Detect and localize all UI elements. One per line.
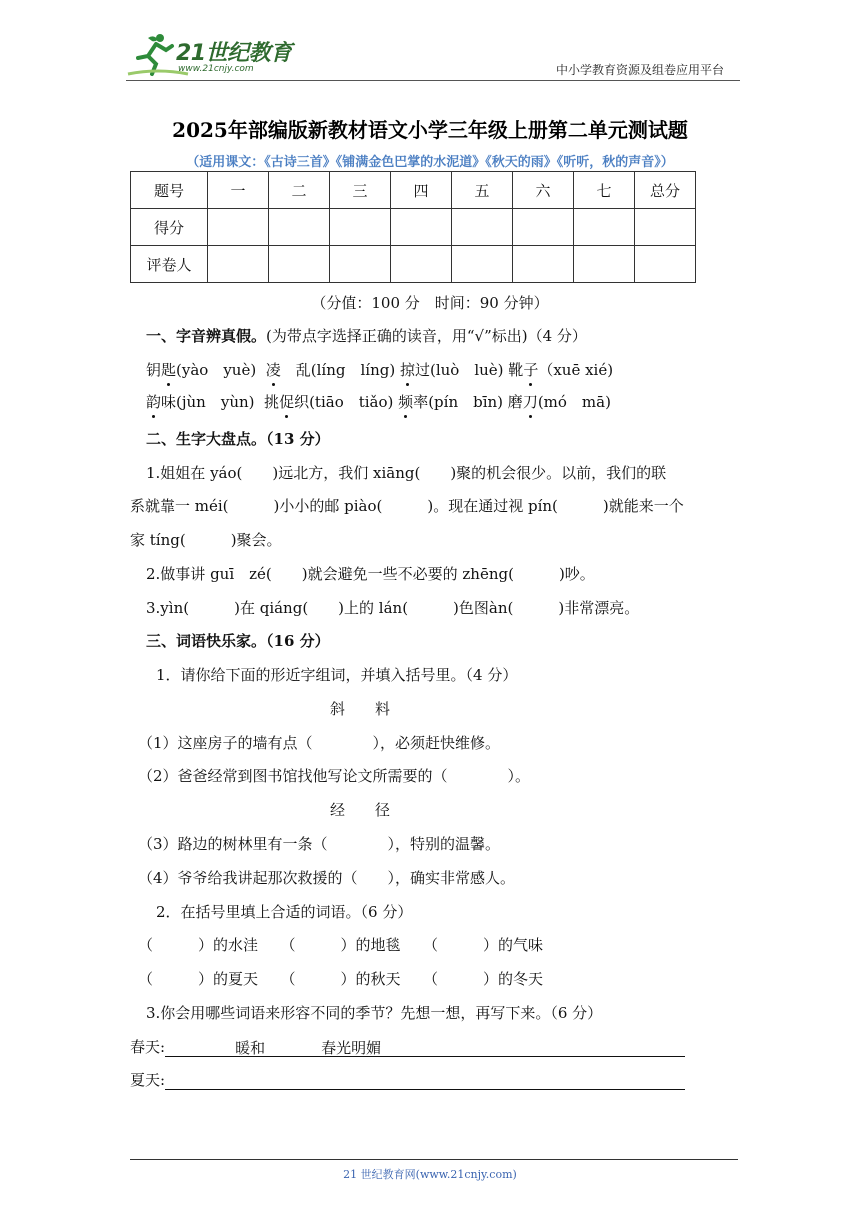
pinyin-options[interactable]: 味(jùn yùn) [161,393,255,411]
table-row [131,246,696,283]
score-cell[interactable] [635,209,696,246]
table-header-cell: 六 [513,172,574,209]
dotted-char: 促 [279,393,295,411]
pinyin-options[interactable]: 过(luò luè) [414,361,504,379]
question-line: 2.做事讲 guī zé( )就会避免一些不必要的 zhēng( )吵。 [146,565,595,583]
grader-cell[interactable] [452,246,513,283]
page-subtitle: （适用课文：《古诗三首》《铺满金色巴掌的水泥道》《秋天的雨》《听听，秋的声音》） [186,155,674,170]
dotted-char: 韵 [146,393,162,411]
pinyin-options[interactable]: （xuē xié) [538,361,614,379]
table-header-cell: 二 [269,172,330,209]
pinyin-options[interactable]: (mó mā) [537,393,611,411]
table-header-cell: 一 [208,172,269,209]
exam-info: （分值：100 分 时间：90 分钟） [311,294,549,312]
grader-cell[interactable] [330,246,391,283]
answer-word: 暖和 [235,1039,266,1057]
pinyin-options[interactable]: 织(tiāo tiǎo) [294,393,394,411]
spring-answer-field[interactable] [165,1038,685,1057]
answer-word: 春光明媚 [321,1039,382,1057]
subquestion-heading: 3.你会用哪些词语来形容不同的季节？先想一想，再写下来。（6 分） [146,1004,603,1022]
table-row [131,209,696,246]
fill-row: （ ）的水洼 （ ）的地毯 （ ）的气味 [138,936,544,954]
logo-text: 21世纪教育 [176,41,292,66]
dotted-char: 频 [398,393,414,411]
section1-heading [146,326,587,346]
score-table [130,171,696,283]
grader-cell[interactable] [513,246,574,283]
sentence-line: （3）路边的树林里有一条（ ），特别的温馨。 [138,835,501,853]
section3-heading: 三、词语快乐家。（16 分） [146,632,330,650]
table-header-row [131,172,696,209]
word-char: 挑 [264,393,280,411]
question-line: 3.yìn( )在 qiáng( )上的 lán( )色图àn( )非常漂亮。 [146,599,640,617]
dotted-char: 刀 [522,393,538,411]
page-title: 2025年部编版新教材语文小学三年级上册第二单元测试题 [172,118,688,142]
pinyin-options[interactable]: 乱(líng líng) [280,361,396,379]
word-char: 磨 [507,393,523,411]
table-header-cell: 总分 [635,172,696,209]
question-line: 系就靠一 méi( )小小的邮 piào( )。现在通过视 pín( )就能来一个 [130,497,684,515]
sentence-line: （1）这座房子的墙有点（ ），必须赶快维修。 [138,734,501,752]
pinyin-options[interactable]: (yào yuè) [176,361,257,379]
header-divider [126,80,740,81]
section1-title: 一、字音辨真假。 [146,327,267,345]
table-header-cell: 三 [330,172,391,209]
row-label: 评卷人 [131,246,208,283]
spring-label: 春天: [130,1038,166,1056]
sentence-line: （2）爸爸经常到图书馆找他写论文所需要的（ ）。 [138,767,531,785]
section2-heading: 二、生字大盘点。（13 分） [146,430,330,448]
score-cell[interactable] [208,209,269,246]
table-header-cell: 七 [574,172,635,209]
grader-cell[interactable] [391,246,452,283]
score-cell[interactable] [269,209,330,246]
score-cell[interactable] [330,209,391,246]
subquestion-heading: 2．在括号里填上合适的词语。（6 分） [156,903,413,921]
question-line: 1.姐姐在 yáo( )远北方，我们 xiāng( )聚的机会很少。以前，我们的联 [146,464,667,482]
dotted-char: 凌 [265,361,281,379]
char-pair: 经 径 [330,801,391,819]
footer-text[interactable]: 21 世纪教育网(www.21cnjy.com) [343,1168,517,1181]
dotted-char: 匙 [161,361,177,379]
table-header-cell: 五 [452,172,513,209]
dotted-char: 掠 [399,361,415,379]
question-line: 家 tíng( )聚会。 [130,531,282,549]
section1-note: (为带点字选择正确的读音，用“√”标出)（4 分） [266,327,587,345]
grader-cell[interactable] [269,246,330,283]
spring-line [130,1037,685,1057]
summer-line [130,1070,685,1090]
table-header-cell: 四 [391,172,452,209]
grader-cell[interactable] [635,246,696,283]
score-cell[interactable] [452,209,513,246]
footer-divider [130,1159,738,1160]
sentence-line: （4）爷爷给我讲起那次救援的（ ），确实非常感人。 [138,869,516,887]
row-label: 得分 [131,209,208,246]
summer-answer-field[interactable] [165,1071,685,1090]
word-char: 钥 [146,361,162,379]
score-cell[interactable] [391,209,452,246]
score-cell[interactable] [574,209,635,246]
grader-cell[interactable] [574,246,635,283]
dotted-char: 子 [523,361,539,379]
word-char: 靴 [508,361,524,379]
subquestion-heading: 1．请你给下面的形近字组词，并填入括号里。（4 分） [156,666,518,684]
table-header-cell: 题号 [131,172,208,209]
pinyin-line-1 [146,360,613,380]
fill-row: （ ）的夏天 （ ）的秋天 （ ）的冬天 [138,970,544,988]
header-tagline: 中小学教育资源及组卷应用平台 [555,63,724,77]
summer-label: 夏天: [130,1071,166,1089]
pinyin-line-2 [146,392,611,412]
logo-url: www.21cnjy.com [178,64,254,74]
grader-cell[interactable] [208,246,269,283]
score-cell[interactable] [513,209,574,246]
pinyin-options[interactable]: 率(pín bīn) [413,393,504,411]
char-pair: 斜 料 [330,700,391,718]
